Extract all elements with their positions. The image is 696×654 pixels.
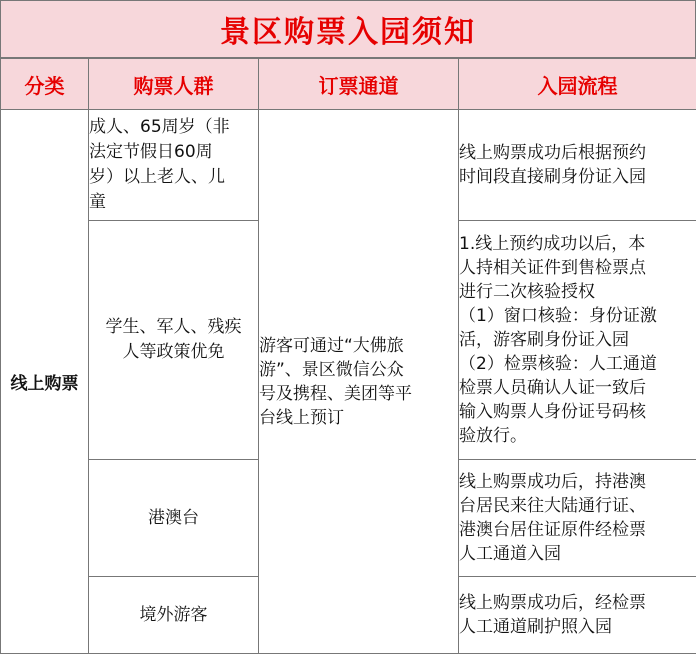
flow-cell — [459, 110, 696, 221]
flow-cell — [459, 460, 696, 577]
group-text-line: 港澳台 — [148, 507, 199, 528]
flow-text-line: 输入购票人身份证号码核 — [459, 402, 646, 422]
group-text-line: 岁）以上老人、儿 — [89, 167, 225, 187]
flow-cell — [459, 577, 696, 654]
group-text-line: 法定节假日60周 — [89, 142, 213, 162]
flow-text-line: 线上购票成功后根据预约 — [459, 143, 646, 163]
group-text-line: 境外游客 — [139, 604, 208, 625]
channel-text-line: 号及携程、美团等平 — [259, 383, 412, 404]
flow-text-line: 进行二次核验授权 — [459, 282, 595, 302]
group-cell — [89, 221, 259, 460]
flow-text-line: （1）窗口核验：身份证激 — [459, 306, 657, 326]
flow-text-line: 人持相关证件到售检票点 — [459, 258, 646, 278]
channel-cell — [259, 110, 459, 654]
flow-text-line: 时间段直接刷身份证入园 — [459, 167, 646, 187]
group-text-line: 学生、军人、残疾 — [105, 317, 242, 337]
flow-text-line: 人工通道刷护照入园 — [459, 617, 612, 637]
header-channel: 订票通道 — [259, 59, 459, 110]
flow-text-line: 线上购票成功后，经检票 — [459, 593, 646, 613]
ticket-notice-table — [0, 58, 696, 654]
flow-text-line: 线上购票成功后，持港澳 — [459, 472, 646, 492]
header-flow: 入园流程 — [459, 59, 696, 110]
channel-text-line: 游”、景区微信公众 — [259, 359, 404, 380]
flow-text-line: 台居民来往大陆通行证、 — [459, 496, 646, 516]
flow-text-line: 活，游客刷身份证入园 — [459, 330, 629, 350]
flow-cell — [459, 221, 696, 460]
table-header-row — [1, 59, 696, 110]
group-cell — [89, 460, 259, 577]
table-row — [1, 110, 696, 221]
category-cell: 线上购票 — [1, 110, 89, 654]
group-text-line: 成人、65周岁（非 — [89, 117, 230, 137]
channel-text-line: 游客可通过“大佛旅 — [259, 335, 404, 356]
page-title: 景区购票入园须知 — [0, 0, 696, 58]
channel-text-line: 台线上预订 — [259, 407, 344, 428]
flow-text-line: 人工通道入园 — [459, 544, 561, 564]
header-category: 分类 — [1, 59, 89, 110]
flow-text-line: （2）检票核验：人工通道 — [459, 354, 657, 374]
group-text-line: 童 — [89, 192, 106, 212]
flow-text-line: 1.线上预约成功以后，本 — [459, 234, 646, 254]
flow-text-line: 验放行。 — [459, 426, 527, 446]
group-cell — [89, 110, 259, 221]
flow-text-line: 检票人员确认人证一致后 — [459, 378, 646, 398]
group-cell — [89, 577, 259, 654]
group-text-line: 人等政策优免 — [122, 342, 225, 362]
flow-text-line: 港澳台居住证原件经检票 — [459, 520, 646, 540]
header-group: 购票人群 — [89, 59, 259, 110]
